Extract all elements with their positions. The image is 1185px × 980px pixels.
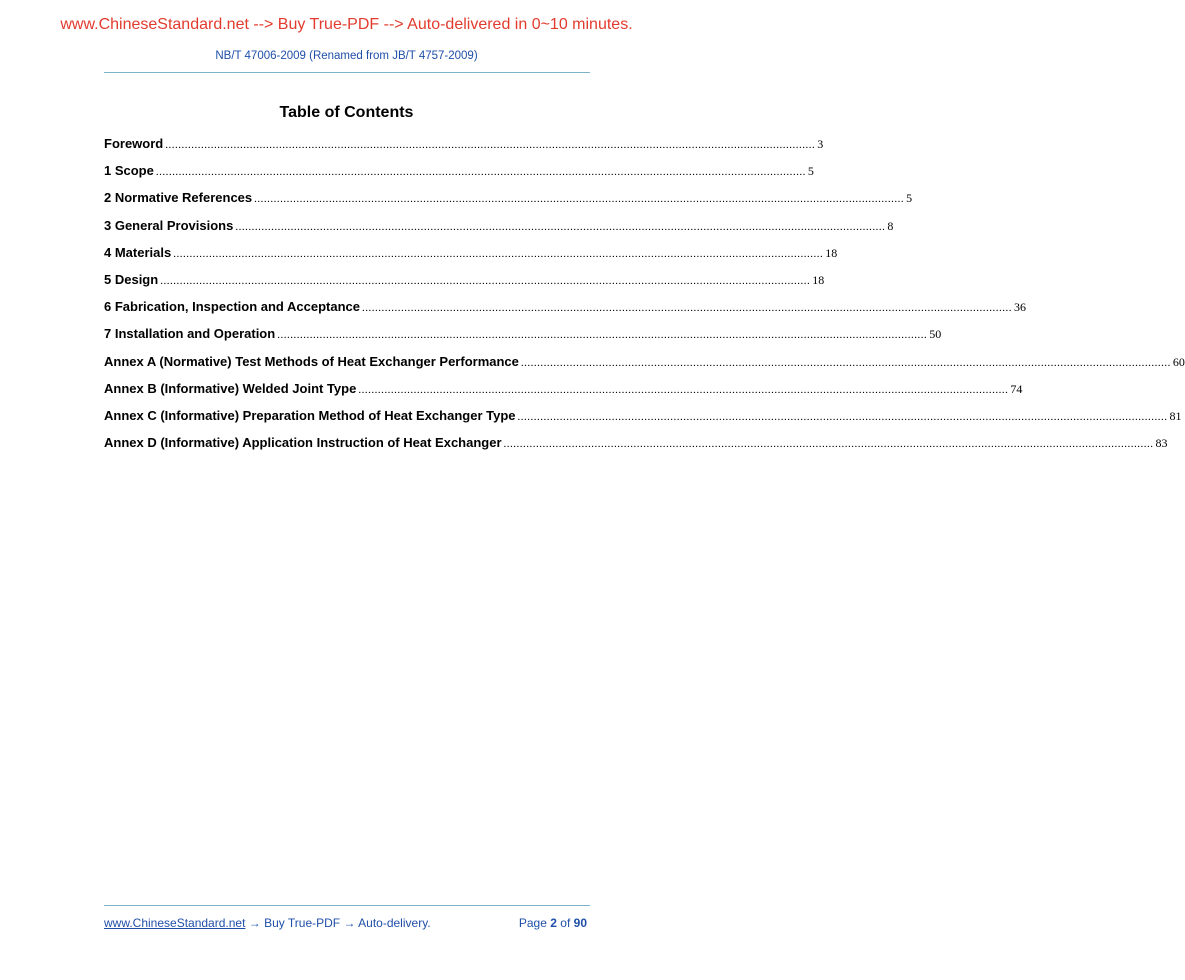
toc-entry-label: Foreword — [104, 136, 164, 151]
toc-entry[interactable] — [104, 136, 824, 163]
toc-leader-dots: ........................................................................................................................................................................................................ — [361, 302, 1012, 315]
toc-entry[interactable] — [104, 380, 1023, 408]
toc-entry-page: 81 — [1169, 408, 1182, 423]
page-number — [519, 916, 587, 930]
toc-entry-page: 50 — [929, 327, 942, 342]
toc-entry[interactable] — [104, 190, 913, 217]
toc-entry-page: 3 — [817, 137, 824, 151]
page-word: Page — [518, 916, 547, 930]
arrow-icon: → — [343, 916, 356, 930]
toc-entry-page: 36 — [1013, 300, 1026, 315]
toc-entry-label: Annex C (Informative) Preparation Method of Heat Exchanger Type — [104, 407, 516, 423]
toc-entry-page: 83 — [1155, 436, 1168, 451]
toc-leader-dots: ........................................................................................................................................................................................................ — [277, 329, 928, 342]
page-current: 2 — [550, 916, 557, 930]
toc-entry[interactable] — [104, 271, 825, 299]
toc-entry-label: Annex D (Informative) Application Instruction of Heat Exchanger — [104, 435, 502, 451]
toc-entry-label: 6 Fabrication, Inspection and Acceptance — [104, 299, 360, 315]
toc-entry-label: 3 General Provisions — [104, 217, 234, 233]
toc-leader-dots: ........................................................................................................................................................................................................ — [173, 247, 824, 260]
toc-entry[interactable] — [104, 163, 814, 190]
toc-entry-page: 5 — [807, 164, 814, 179]
footer-site-link[interactable]: www.ChineseStandard.net — [104, 916, 246, 930]
toc-entry[interactable] — [104, 435, 1168, 462]
footer-promo — [104, 916, 431, 930]
toc-entry-label: 7 Installation and Operation — [104, 326, 276, 342]
toc-entry[interactable] — [104, 407, 1182, 435]
toc-leader-dots: ........................................................................................................................................................................................................ — [503, 438, 1154, 451]
header-divider — [104, 72, 590, 73]
standard-header: NB/T 47006-2009 (Renamed from JB/T 4757-2009) — [215, 50, 478, 62]
toc-entry-label: 4 Materials — [104, 244, 172, 260]
toc-entry[interactable] — [104, 217, 894, 245]
toc-entry[interactable] — [104, 353, 1185, 381]
toc-entry-page: 74 — [1010, 381, 1023, 396]
toc-entry-label: Annex A (Normative) Test Methods of Heat Exchanger Performance — [104, 353, 519, 369]
toc-leader-dots: ........................................................................................................................................................................................................ — [155, 166, 806, 179]
toc-list — [104, 136, 1185, 462]
footer-delivery-text: Auto-delivery. — [358, 916, 431, 930]
toc-leader-dots: ........................................................................................................................................................................................................ — [517, 410, 1168, 423]
toc-entry-label: 5 Design — [104, 271, 159, 287]
toc-leader-dots: ........................................................................................................................................................................................................ — [254, 193, 905, 206]
toc-entry-page: 8 — [887, 218, 894, 233]
toc-entry[interactable] — [104, 326, 942, 353]
toc-title: Table of Contents — [279, 104, 414, 121]
toc-entry-page: 18 — [825, 245, 838, 260]
toc-leader-dots: ........................................................................................................................................................................................................ — [165, 139, 816, 151]
toc-leader-dots: ........................................................................................................................................................................................................ — [160, 274, 811, 287]
footer-buy-text: Buy True-PDF — [264, 916, 341, 930]
footer-divider — [104, 905, 590, 906]
toc-leader-dots: ........................................................................................................................................................................................................ — [358, 383, 1009, 396]
toc-entry-label: Annex B (Informative) Welded Joint Type — [104, 380, 357, 396]
toc-entry-page: 60 — [1172, 354, 1185, 369]
toc-entry[interactable] — [104, 299, 1026, 326]
toc-leader-dots: ........................................................................................................................................................................................................ — [235, 220, 886, 233]
toc-entry-page: 18 — [812, 272, 825, 287]
promo-banner[interactable]: www.ChineseStandard.net --> Buy True-PDF --> Auto-delivered in 0~10 minutes. — [60, 16, 633, 33]
toc-entry-label: 1 Scope — [104, 163, 154, 179]
toc-entry[interactable] — [104, 244, 838, 272]
toc-leader-dots: ........................................................................................................................................................................................................ — [520, 356, 1171, 369]
page-of: of — [560, 916, 571, 930]
arrow-icon: → — [248, 916, 261, 930]
page-total: 90 — [573, 916, 587, 930]
toc-entry-page: 5 — [906, 191, 913, 206]
toc-entry-label: 2 Normative References — [104, 190, 253, 206]
